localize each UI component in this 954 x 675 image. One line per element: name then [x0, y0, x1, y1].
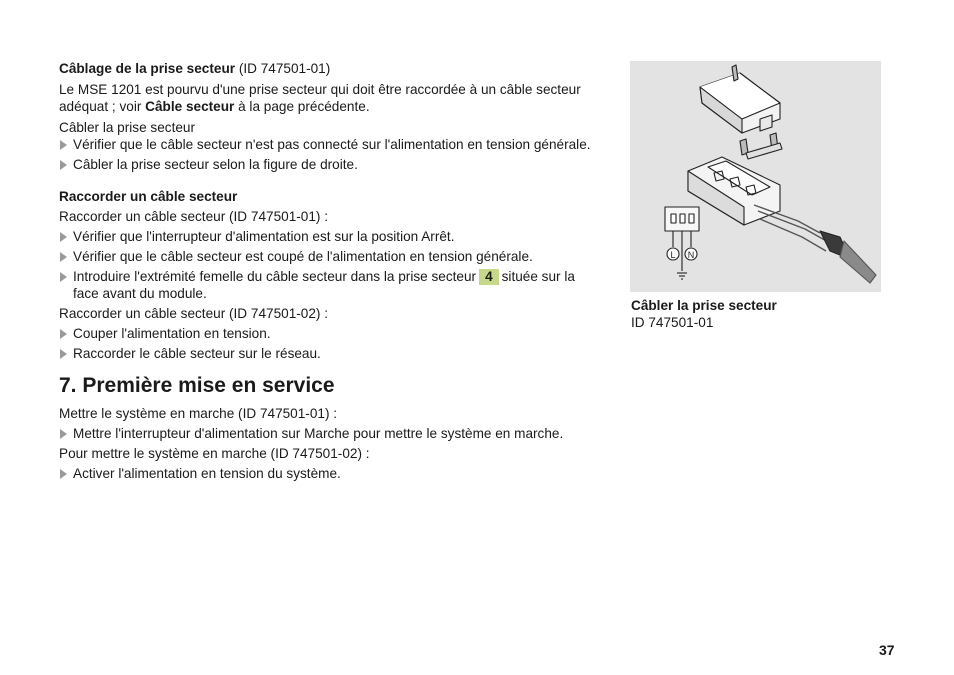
list-item-text: Vérifier que le câble secteur est coupé de l'alimentation en tension générale.	[73, 249, 533, 264]
arrow-right-icon	[60, 232, 67, 242]
cablage-sublabel: Câbler la prise secteur	[59, 120, 195, 135]
list-item-text: Câbler la prise secteur selon la figure de droite.	[73, 157, 358, 172]
raccorder-intro-2: Raccorder un câble secteur (ID 747501-02) :	[59, 306, 328, 321]
phase-label: L	[670, 250, 676, 260]
cablage-paragraph-text: Le MSE 1201 est pourvu d'une prise secteur qui doit être raccordée à un câble secteur adéquat ; voir	[59, 82, 581, 114]
list-item-text: Vérifier que le câble secteur n'est pas connecté sur l'alimentation en tension générale.	[73, 137, 591, 152]
arrow-right-icon	[60, 349, 67, 359]
arrow-right-icon	[60, 160, 67, 170]
figure-caption	[631, 297, 881, 331]
list-item	[59, 136, 619, 153]
section-mise-en-service-title: 7. Première mise en service	[59, 374, 335, 397]
list-item-text-end: située sur la face avant du module.	[73, 269, 575, 301]
arrow-right-icon	[60, 272, 67, 282]
section-cablage-heading	[59, 60, 619, 77]
list-item-text: Raccorder le câble secteur sur le réseau.	[73, 346, 321, 361]
section-raccorder-title: Raccorder un câble secteur	[59, 189, 238, 204]
main-column	[59, 60, 619, 482]
list-item	[59, 156, 619, 173]
power-plug-wiring-figure	[630, 61, 881, 292]
cable-secteur-ref: Câble secteur	[145, 99, 235, 114]
list-item	[59, 325, 619, 342]
section-cablage-title: Câblage de la prise secteur	[59, 61, 236, 76]
list-item	[59, 248, 619, 265]
arrow-right-icon	[60, 469, 67, 479]
page-number: 37	[879, 642, 895, 658]
section-cablage-title-id: (ID 747501-01)	[235, 61, 331, 76]
connector-number-badge: 4	[479, 269, 499, 285]
figure-caption-id: ID 747501-01	[631, 315, 714, 330]
list-item	[59, 268, 603, 302]
arrow-right-icon	[60, 252, 67, 262]
mise-en-service-intro-1: Mettre le système en marche (ID 747501-01) :	[59, 406, 338, 421]
list-item-text: Introduire l'extrémité femelle du câble secteur dans la prise secteur	[73, 269, 477, 284]
list-item	[59, 345, 619, 362]
list-item	[59, 425, 619, 442]
list-item-text: Mettre l'interrupteur d'alimentation sur Marche pour mettre le système en marche.	[73, 426, 564, 441]
figure-caption-title: Câbler la prise secteur	[631, 298, 777, 313]
list-item-text: Vérifier que l'interrupteur d'alimentation est sur la position Arrêt.	[73, 229, 455, 244]
neutral-label: N	[687, 250, 695, 260]
power-plug-illustration	[630, 61, 881, 292]
arrow-right-icon	[60, 140, 67, 150]
cablage-paragraph-text-end: à la page précédente.	[234, 99, 370, 114]
list-item	[59, 465, 619, 482]
list-item-text: Activer l'alimentation en tension du système.	[73, 466, 341, 481]
cablage-paragraph	[59, 81, 619, 115]
arrow-right-icon	[60, 329, 67, 339]
raccorder-intro-1: Raccorder un câble secteur (ID 747501-01) :	[59, 209, 328, 224]
arrow-right-icon	[60, 429, 67, 439]
list-item	[59, 228, 619, 245]
list-item-text: Couper l'alimentation en tension.	[73, 326, 271, 341]
mise-en-service-intro-2: Pour mettre le système en marche (ID 747501-02) :	[59, 446, 370, 461]
